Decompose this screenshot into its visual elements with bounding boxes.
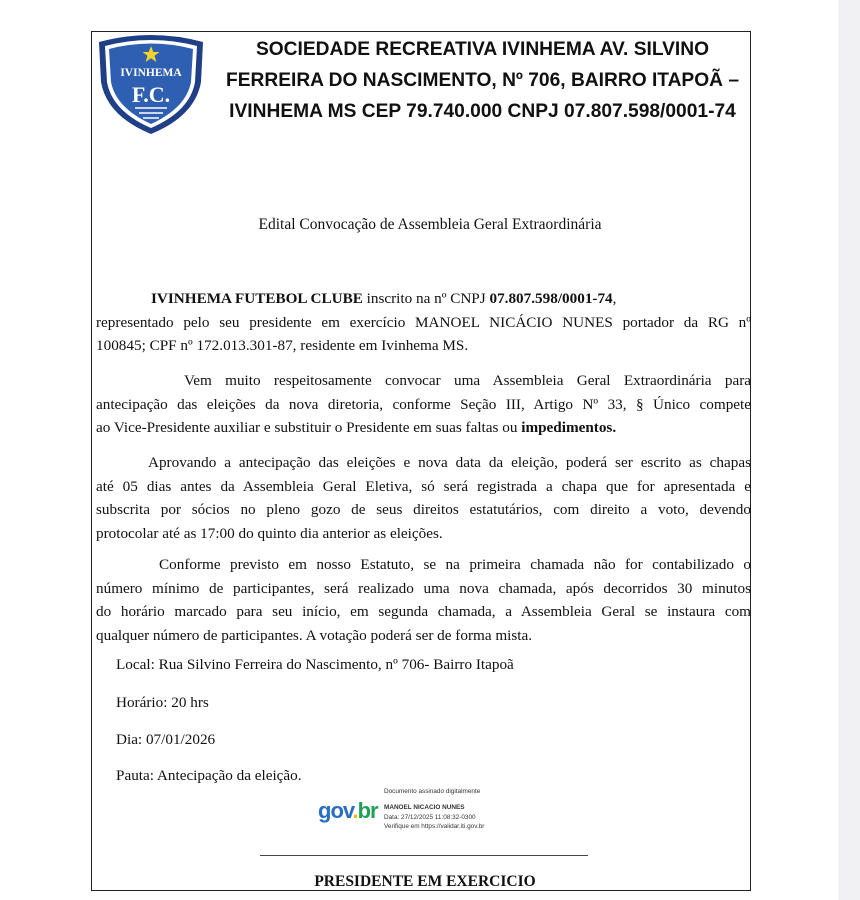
signature-line bbox=[260, 855, 588, 856]
svg-text:F.C.: F.C. bbox=[131, 82, 171, 107]
meeting-time: Horário: 20 hrs bbox=[116, 694, 209, 711]
header-line: IVINHEMA MS CEP 79.740.000 CNPJ 07.807.598/0001-74 bbox=[229, 101, 736, 122]
meeting-agenda: Pauta: Antecipação da eleição. bbox=[116, 767, 302, 784]
signature-caption: Documento assinado digitalmente bbox=[384, 788, 481, 795]
digital-signature-stamp bbox=[318, 786, 538, 836]
meeting-date: Dia: 07/01/2026 bbox=[116, 731, 216, 748]
signature-date: Data: 27/12/2025 11:08:32-0300 bbox=[384, 814, 476, 821]
paragraph-identification: IVINHEMA FUTEBOL CLUBE inscrito na nº CNPJ 07.807.598/0001-74, representado pelo seu presidente em exercício MANOEL NICÁCIO NUNES portador da RG nº 100845; CPF nº 172.013.301-87, residente em Ivinhema MS. bbox=[96, 290, 751, 354]
signer-title: PRESIDENTE EM EXERCICIO bbox=[314, 873, 536, 890]
document-title: Edital Convocação de Assembleia Geral Extraordinária bbox=[258, 216, 602, 233]
meeting-local: Local: Rua Silvino Ferreira do Nascimento, nº 706- Bairro Itapoã bbox=[116, 656, 514, 673]
club-logo bbox=[95, 32, 207, 136]
signature-verify-link[interactable]: Verifique em https://validar.iti.gov.br bbox=[384, 823, 485, 830]
right-edge-bar bbox=[838, 0, 860, 900]
header-line: SOCIEDADE RECREATIVA IVINHEMA AV. SILVINO bbox=[255, 39, 710, 60]
paragraph-elections: Aprovando a antecipação das eleições e nova data da eleição, poderá ser escrito as chapas até 05 dias antes da Assembleia Geral Eletiva, só será registrada a chapa que for apresentada e subscrita por sócios no pleno gozo de seus direitos estatutários, com direito a voto, devendo protocolar até as 17:00 do quinto dia anterior as eleições. bbox=[96, 454, 751, 542]
paragraph-quorum: Conforme previsto em nosso Estatuto, se na primeira chamada não for contabilizado o número mínimo de participantes, será realizado uma nova chamada, após decorridos 30 minutos do horário marcado para seu início, em segunda chamada, a Assembleia Geral se instaura com qualquer número de participantes. A votação poderá ser de forma mista. bbox=[96, 556, 751, 644]
header bbox=[210, 34, 755, 127]
club-name: IVINHEMA FUTEBOL CLUBE bbox=[151, 290, 363, 307]
govbr-logo: gov.br bbox=[318, 798, 378, 823]
signer-name: MANOEL NICACIO NUNES bbox=[384, 804, 465, 811]
svg-text:IVINHEMA: IVINHEMA bbox=[120, 67, 182, 79]
paragraph-convocation: Vem muito respeitosamente convocar uma Assembleia Geral Extraordinária para antecipação das eleições da nova diretoria, conforme Seção III, Artigo Nº 33, § Único compete ao Vice-Presidente auxiliar e substituir o Presidente em suas faltas ou impedimentos. bbox=[96, 372, 751, 436]
club-cnpj: 07.807.598/0001-74 bbox=[489, 290, 613, 307]
header-line: FERREIRA DO NASCIMENTO, Nº 706, BAIRRO ITAPOÃ – bbox=[225, 70, 740, 91]
